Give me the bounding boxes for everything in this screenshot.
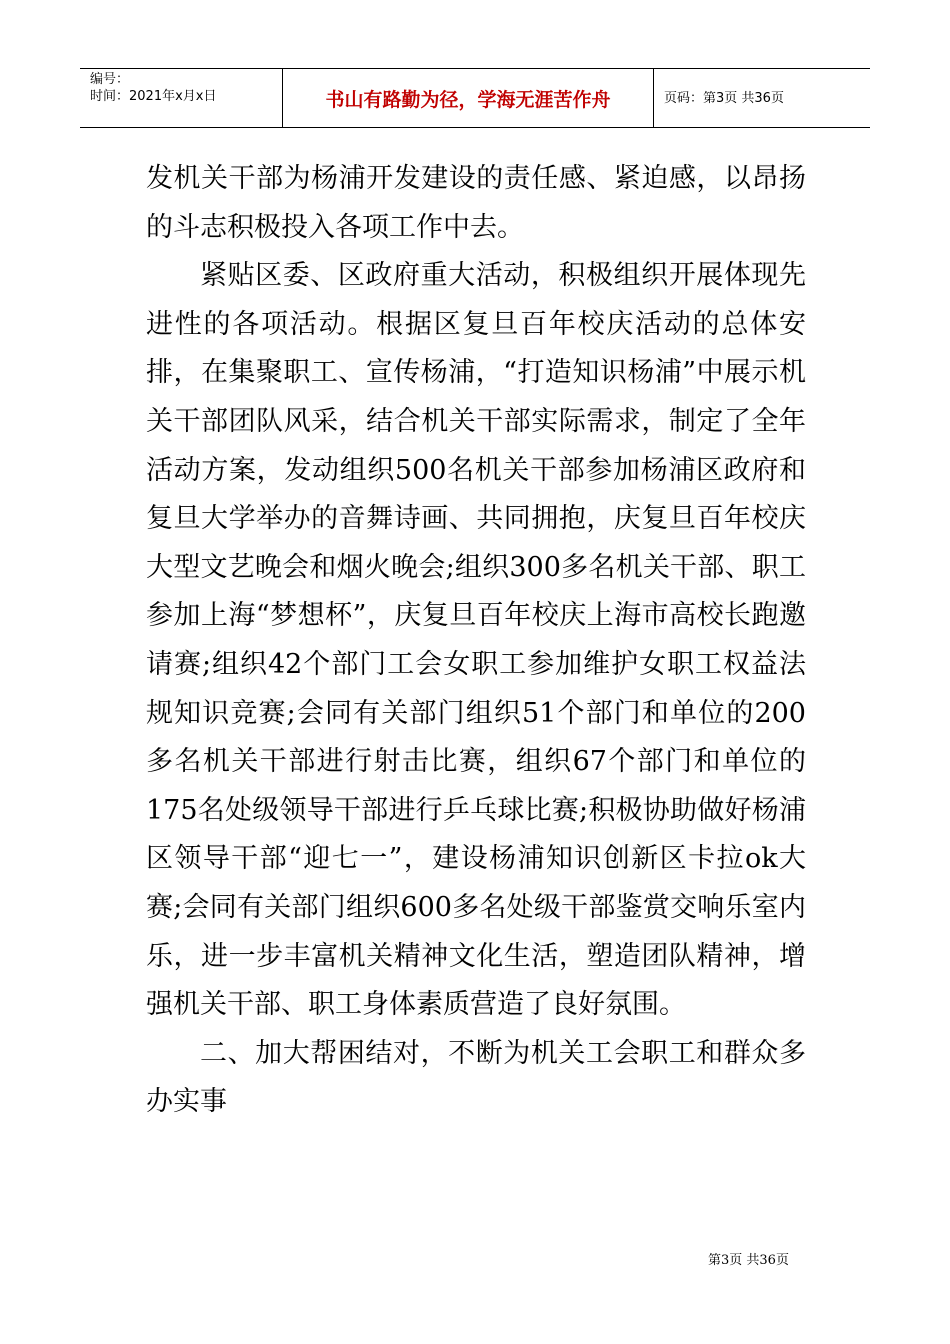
motto-text: 书山有路勤为径，学海无涯苦作舟 xyxy=(325,88,611,111)
serial-number-label: 编号： xyxy=(90,72,130,87)
body-paragraph: 发机关干部为杨浦开发建设的责任感、紧迫感，以昂扬的斗志积极投入各项工作中去。 xyxy=(146,163,806,243)
time-label: 时间：2021年x月x日 xyxy=(90,89,217,104)
header-page-number: 页码：第3页 共36页 xyxy=(664,90,784,106)
section-heading: 二、加大帮困结对，不断为机关工会职工和群众多办实事 xyxy=(146,1037,806,1118)
header-motto-cell xyxy=(282,69,654,127)
header-info-cell xyxy=(80,69,282,127)
document-header xyxy=(80,68,870,128)
body-paragraph: 紧贴区委、区政府重大活动，积极组织开展体现先进性的各项活动。根据区复旦百年校庆活动的总体安排，在集聚职工、宣传杨浦，“打造知识杨浦”中展示机关干部团队风采，结合机关干部实际需求，制定了全年活动方案，发动组织500名机关干部参加杨浦区政府和复旦大学举办的音舞诗画、共同拥抱，庆复旦百年校庆大型文艺晚会和烟火晚会;组织300多名机关干部、职工参加上海“梦想杯”，庆复旦百年校庆上海市高校长跑邀请赛;组织42个部门工会女职工参加维护女职工权益法规知识竞赛;会同有关部门组织51个部门和单位的200多名机关干部进行射击比赛，组织67个部门和单位的175名处级领导干部进行乒乓球比赛;积极协助做好杨浦区领导干部“迎七一”，建设杨浦知识创新区卡拉ok大赛;会同有关部门组织600多名处级干部鉴赏交响乐室内乐，进一步丰富机关精神文化生活，塑造团队精神，增强机关干部、职工身体素质营造了良好氛围。 xyxy=(146,260,806,1021)
header-page-cell xyxy=(654,69,870,127)
document-body xyxy=(146,155,806,1127)
footer-page-number: 第3页 共36页 xyxy=(708,1253,789,1268)
